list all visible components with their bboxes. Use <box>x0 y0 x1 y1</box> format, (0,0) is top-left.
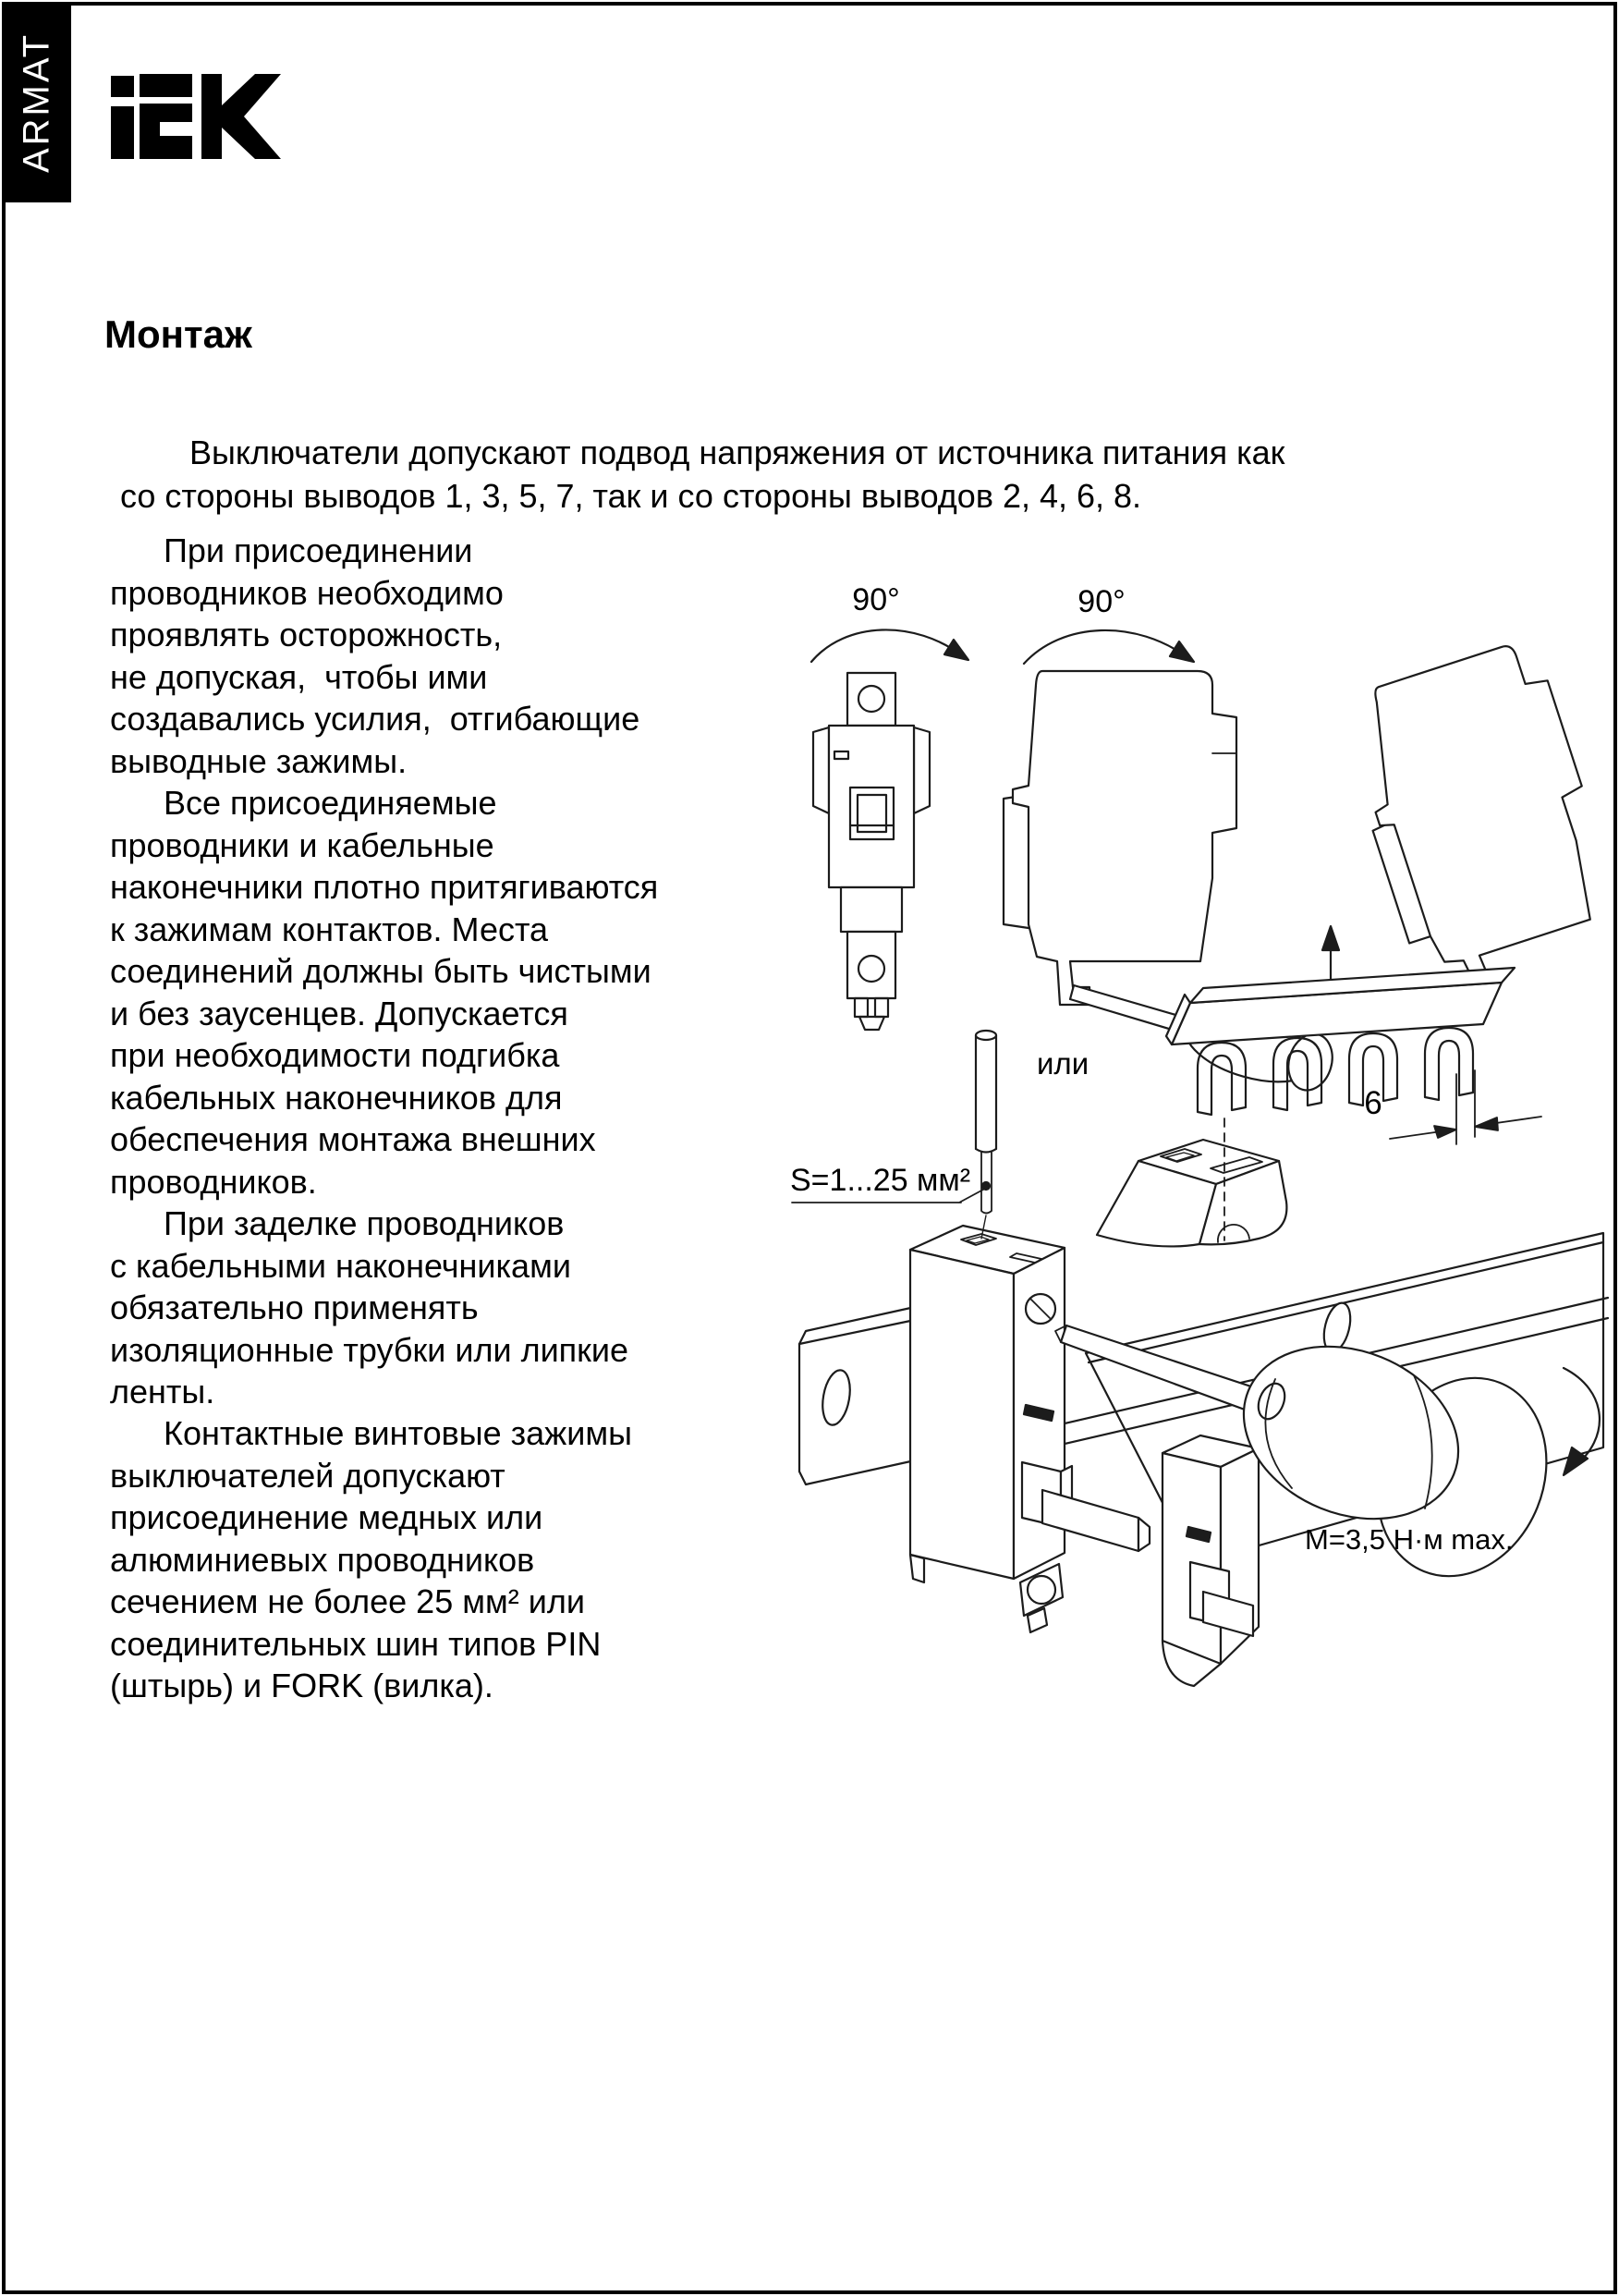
breaker-mounted-illustration <box>910 1226 1150 1632</box>
paragraph-line: и без заусенцев. Допускается <box>110 994 568 1032</box>
paragraph-line: Выключатели допускают подвод напряжения от источника питания как <box>189 434 1285 471</box>
angle-label-left: 90° <box>852 582 900 617</box>
paragraph-line: При присоединении <box>164 531 473 569</box>
pin-width-dimension-label: 6 <box>1364 1085 1382 1121</box>
paragraph-line: При заделке проводников <box>164 1204 565 1242</box>
paragraph-line: к зажимам контактов. Места <box>110 910 549 948</box>
front-view-illustration <box>813 673 930 1030</box>
side-view-illustration <box>1004 671 1236 1005</box>
paragraph-line: с кабельными наконечниками <box>110 1246 571 1285</box>
angle-label-right: 90° <box>1077 584 1126 619</box>
paragraph-line: кабельных наконечников для <box>110 1078 563 1117</box>
paragraph-line: наконечники плотно притягиваются <box>110 868 659 906</box>
paragraph-line: сечением не более 25 мм² или <box>110 1582 585 1620</box>
paragraph-line: изоляционные трубки или липкие <box>110 1330 629 1369</box>
rotate-arrow-left <box>811 629 968 662</box>
paragraph-line: проводников. <box>110 1162 317 1201</box>
paragraph-line: ленты. <box>110 1373 215 1411</box>
paragraph-line: проводники и кабельные <box>110 825 494 864</box>
paragraph-line: обеспечения монтажа внешних <box>110 1120 596 1158</box>
paragraph-line: создавались усилия, отгибающие <box>110 700 640 738</box>
paragraph-line: выводные зажимы. <box>110 741 408 780</box>
paragraph-line: проводников необходимо <box>110 573 504 612</box>
paragraph-line: проявлять осторожность, <box>110 616 503 653</box>
paragraph-line: присоединение медных или <box>110 1498 543 1536</box>
fork-terminal-illustration <box>1097 1140 1286 1246</box>
paragraph-line: алюминиевых проводников <box>110 1540 535 1579</box>
sidebar-label: ARMAT <box>16 31 56 173</box>
paragraph-line: (штырь) и FORK (вилка). <box>110 1667 493 1704</box>
paragraph-line: Контактные винтовые зажимы <box>164 1414 632 1452</box>
or-label: или <box>1037 1046 1089 1081</box>
page-title: Монтаж <box>104 312 252 356</box>
dimension-lines <box>1390 1070 1541 1144</box>
wire-cross-section-label: S=1...25 мм² <box>790 1163 971 1198</box>
tilted-view-illustration <box>1331 637 1619 1000</box>
conductor-wire-illustration <box>792 1031 996 1239</box>
left-bracket-illustration <box>799 1307 915 1484</box>
breaker-loose-illustration <box>1163 1435 1259 1686</box>
paragraph-line: при необходимости подгибка <box>110 1036 560 1074</box>
paragraph-line: не допуская, чтобы ими <box>110 657 488 696</box>
comb-busbar-illustration <box>1166 968 1515 1115</box>
paragraph-line: Все присоединяемые <box>164 784 497 822</box>
paragraph-line: со стороны выводов 1, 3, 5, 7, так и со стороны выводов 2, 4, 6, 8. <box>120 477 1142 515</box>
paragraph-line: выключателей допускают <box>110 1456 505 1495</box>
paragraph-line: соединительных шин типов PIN <box>110 1624 602 1663</box>
paragraph-line: соединений должны быть чистыми <box>110 952 651 990</box>
rotate-arrow-right <box>1024 630 1194 664</box>
paragraph-line: обязательно применять <box>110 1288 479 1326</box>
torque-label: M=3,5 Н·м max. <box>1305 1523 1514 1556</box>
